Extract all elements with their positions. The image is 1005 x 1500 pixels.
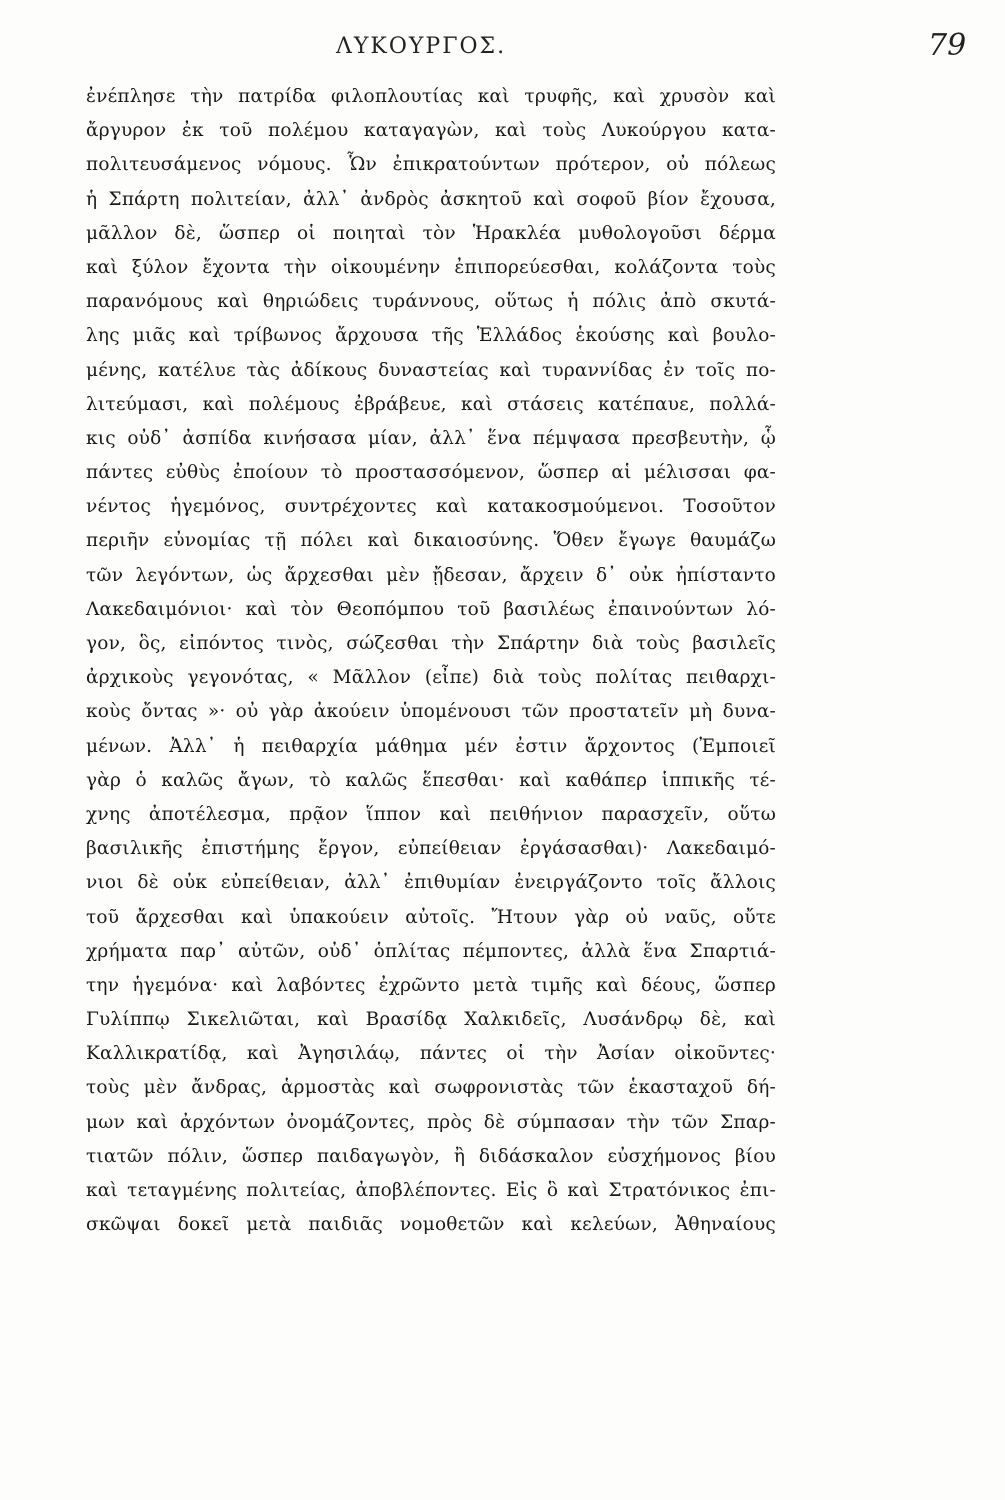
text-line: κις οὐδ᾽ ἀσπίδα κινήσασα μίαν, ἀλλ᾽ ἕνα πέμψασα πρεσβευτὴν, ᾧ [86,427,776,449]
text-line: ἐνέπλησε τὴν πατρίδα φιλοπλουτίας καὶ τρυφῆς, καὶ χρυσὸν καὶ [86,86,776,107]
text-line: τοῦ ἄρχεσθαι καὶ ὑπακούειν αὐτοῖς. Ἤτουν γὰρ οὐ ναῦς, οὔτε [86,906,776,928]
text-line: χνης ἀποτέλεσμα, πρᾷον ἵππον καὶ πειθήνιον παρασχεῖν, οὕτω [86,803,776,825]
page-number: 79 [928,28,967,63]
text-line: περιῆν εὐνομίας τῇ πόλει καὶ δικαιοσύνης. Ὅθεν ἔγωγε θαυμάζω [86,530,776,552]
text-line: γον, ὃς, εἰπόντος τινὸς, σώζεσθαι τὴν Σπάρτην διὰ τοὺς βασιλεῖς [86,633,776,654]
text-line: Λακεδαιμόνιοι· καὶ τὸν Θεοπόμπου τοῦ βασιλέως ἐπαινούντων λό- [86,598,776,620]
text-line: βασιλικῆς ἐπιστήμης ἔργον, εὐπείθειαν ἐργάσασθαι)· Λακεδαιμό- [86,838,776,860]
text-line: ἡ Σπάρτη πολιτείαν, ἀλλ᾽ ἀνδρὸς ἀσκητοῦ καὶ σοφοῦ βίον ἔχουσα, [86,188,776,210]
text-line: καὶ ξύλον ἔχοντα τὴν οἰκουμένην ἐπιπορεύεσθαι, κολάζοντα τοὺς [86,256,776,278]
text-line: νιοι δὲ οὐκ εὐπείθειαν, ἀλλ᾽ ἐπιθυμίαν ἐνειργάζοντο τοῖς ἄλλοις [86,872,776,894]
text-line: ἀρχικοὺς γεγονότας, « Μᾶλλον (εἶπε) διὰ τοὺς πολίτας πειθαρχι- [86,667,776,689]
text-line: λιτεύμασι, καὶ πολέμους ἐβράβευε, καὶ στάσεις κατέπαυε, πολλά- [86,393,776,415]
text-line: καὶ τεταγμένης πολιτείας, ἀποβλέποντες. Εἰς ὃ καὶ Στρατόνικος ἐπι- [86,1180,776,1201]
text-line: μων καὶ ἀρχόντων ὀνομάζοντες, πρὸς δὲ σύμπασαν τὴν τῶν Σπαρ- [86,1111,776,1133]
running-head-title: ΛΥΚΟΥΡΓΟΣ. [336,34,507,59]
text-line: την ἡγεμόνα· καὶ λαβόντες ἐχρῶντο μετὰ τιμῆς καὶ δέους, ὥσπερ [86,974,776,996]
text-line: γὰρ ὁ καλῶς ἄγων, τὸ καλῶς ἕπεσθαι· καὶ καθάπερ ἱππικῆς τέ- [86,769,776,791]
running-head [0,28,1005,72]
text-line: μένης, κατέλυε τὰς ἀδίκους δυναστείας καὶ τυραννίδας ἐν τοῖς πο- [86,359,776,381]
text-line: νέντος ἡγεμόνος, συντρέχοντες καὶ κατακοσμούμενοι. Τοσοῦτον [86,496,776,518]
text-line: κοὺς ὄντας »· οὐ γὰρ ἀκούειν ὑπομένουσι τῶν προστατεῖν μὴ δυνα- [86,701,776,723]
text-line: τιατῶν πόλιν, ὥσπερ παιδαγωγὸν, ἢ διδάσκαλον εὐσχήμονος βίου [86,1145,776,1167]
text-line: λης μιᾶς καὶ τρίβωνος ἄρχουσα τῆς Ἑλλάδος ἑκούσης καὶ βουλο- [86,325,776,347]
text-line: τοὺς μὲν ἄνδρας, ἁρμοστὰς καὶ σωφρονιστὰς τῶν ἑκασταχοῦ δή- [86,1077,776,1099]
text-line: τῶν λεγόντων, ὡς ἄρχεσθαι μὲν ᾔδεσαν, ἄρχειν δ᾽ οὐκ ἠπίσταντο [86,564,776,586]
text-line: σκῶψαι δοκεῖ μετὰ παιδιᾶς νομοθετῶν καὶ κελεύων, Ἀθηναίους [86,1214,776,1236]
body-text [86,80,776,1242]
text-line: πολιτευσάμενος νόμους. Ὧν ἐπικρατούντων πρότερον, οὐ πόλεως [86,154,776,176]
text-line: μᾶλλον δὲ, ὥσπερ οἱ ποιηταὶ τὸν Ἡρακλέα μυθολογοῦσι δέρμα [86,222,776,244]
text-line: ἄργυρον ἐκ τοῦ πολέμου καταγαγὼν, καὶ τοὺς Λυκούργου κατα- [86,120,776,142]
text-line: παρανόμους καὶ θηριώδεις τυράννους, οὕτως ἡ πόλις ἀπὸ σκυτά- [86,291,776,313]
text-line: χρήματα παρ᾽ αὐτῶν, οὐδ᾽ ὁπλίτας πέμποντες, ἀλλὰ ἕνα Σπαρτιά- [86,940,776,962]
text-line: μένων. Ἀλλ᾽ ἡ πειθαρχία μάθημα μέν ἐστιν ἄρχοντος (Ἐμποιεῖ [86,735,776,757]
text-line: Καλλικρατίδᾳ, καὶ Ἀγησιλάῳ, πάντες οἱ τὴν Ἀσίαν οἰκοῦντες· [86,1043,776,1065]
text-line: πάντες εὐθὺς ἐποίουν τὸ προστασσόμενον, ὥσπερ αἱ μέλισσαι φα- [86,462,776,484]
text-line: Γυλίππῳ Σικελιῶται, καὶ Βρασίδᾳ Χαλκιδεῖς, Λυσάνδρῳ δὲ, καὶ [86,1009,776,1031]
